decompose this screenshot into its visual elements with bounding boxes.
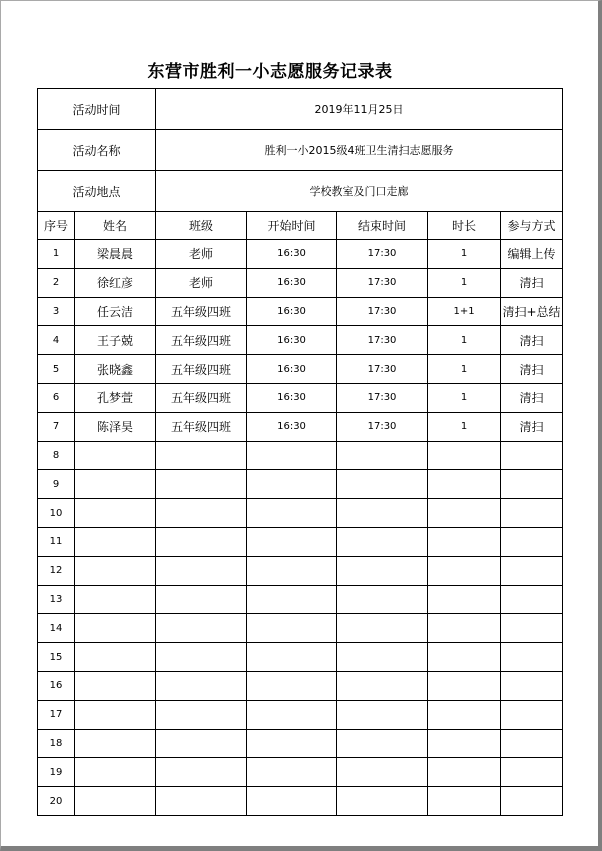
end-time-cell: 17:30 [337, 412, 428, 441]
start-time-cell [247, 470, 337, 499]
volunteer-name-cell [75, 643, 156, 672]
info-label: 活动地点 [38, 171, 156, 212]
participation-mode-cell [501, 470, 563, 499]
table-row [38, 671, 563, 700]
duration-cell [428, 729, 501, 758]
class-name-cell [156, 441, 247, 470]
participation-mode-cell [501, 758, 563, 787]
column-header: 时长 [428, 212, 501, 240]
class-name-cell: 五年级四班 [156, 297, 247, 326]
participation-mode-cell [501, 527, 563, 556]
start-time-cell [247, 700, 337, 729]
volunteer-name-cell [75, 556, 156, 585]
duration-cell: 1 [428, 383, 501, 412]
participation-mode-cell: 清扫 [501, 326, 563, 355]
class-name-cell [156, 499, 247, 528]
start-time-cell [247, 499, 337, 528]
end-time-cell [337, 527, 428, 556]
participation-mode-cell [501, 499, 563, 528]
participation-mode-cell [501, 614, 563, 643]
info-label: 活动名称 [38, 130, 156, 171]
volunteer-name-cell [75, 700, 156, 729]
table-row [38, 758, 563, 787]
end-time-cell: 17:30 [337, 355, 428, 384]
info-row-time [38, 89, 563, 130]
class-name-cell: 五年级四班 [156, 355, 247, 384]
info-value: 胜利一小2015级4班卫生清扫志愿服务 [156, 130, 563, 171]
table-row [38, 355, 563, 384]
volunteer-name-cell: 梁晨晨 [75, 240, 156, 269]
row-number-cell: 18 [38, 729, 75, 758]
start-time-cell [247, 614, 337, 643]
class-name-cell [156, 758, 247, 787]
participation-mode-cell [501, 700, 563, 729]
duration-cell [428, 585, 501, 614]
participation-mode-cell [501, 585, 563, 614]
start-time-cell: 16:30 [247, 383, 337, 412]
class-name-cell: 老师 [156, 240, 247, 269]
volunteer-name-cell [75, 499, 156, 528]
volunteer-name-cell [75, 758, 156, 787]
volunteer-name-cell [75, 671, 156, 700]
duration-cell: 1 [428, 412, 501, 441]
column-header: 姓名 [75, 212, 156, 240]
duration-cell [428, 527, 501, 556]
table-row [38, 614, 563, 643]
start-time-cell: 16:30 [247, 412, 337, 441]
start-time-cell [247, 643, 337, 672]
row-number-cell: 3 [38, 297, 75, 326]
document-title: 东营市胜利一小志愿服务记录表 [147, 62, 393, 82]
class-name-cell [156, 527, 247, 556]
duration-cell [428, 556, 501, 585]
start-time-cell [247, 758, 337, 787]
end-time-cell [337, 585, 428, 614]
participation-mode-cell [501, 671, 563, 700]
row-number-cell: 12 [38, 556, 75, 585]
duration-cell [428, 441, 501, 470]
participation-mode-cell [501, 643, 563, 672]
end-time-cell [337, 643, 428, 672]
volunteer-name-cell [75, 585, 156, 614]
table-row [38, 441, 563, 470]
class-name-cell [156, 556, 247, 585]
participation-mode-cell: 清扫 [501, 268, 563, 297]
column-header: 序号 [38, 212, 75, 240]
end-time-cell [337, 758, 428, 787]
start-time-cell: 16:30 [247, 355, 337, 384]
duration-cell [428, 787, 501, 816]
class-name-cell: 五年级四班 [156, 326, 247, 355]
row-number-cell: 15 [38, 643, 75, 672]
row-number-cell: 2 [38, 268, 75, 297]
start-time-cell [247, 729, 337, 758]
row-number-cell: 14 [38, 614, 75, 643]
duration-cell: 1 [428, 268, 501, 297]
table-row [38, 700, 563, 729]
duration-cell [428, 470, 501, 499]
volunteer-name-cell [75, 729, 156, 758]
duration-cell: 1 [428, 355, 501, 384]
class-name-cell [156, 787, 247, 816]
end-time-cell: 17:30 [337, 268, 428, 297]
end-time-cell [337, 441, 428, 470]
volunteer-name-cell: 王子兢 [75, 326, 156, 355]
duration-cell [428, 643, 501, 672]
end-time-cell [337, 700, 428, 729]
end-time-cell: 17:30 [337, 297, 428, 326]
class-name-cell [156, 585, 247, 614]
table-row [38, 240, 563, 269]
end-time-cell [337, 729, 428, 758]
end-time-cell [337, 470, 428, 499]
duration-cell: 1 [428, 240, 501, 269]
row-number-cell: 20 [38, 787, 75, 816]
info-value: 学校教室及门口走廊 [156, 171, 563, 212]
table-row [38, 470, 563, 499]
start-time-cell [247, 585, 337, 614]
row-number-cell: 11 [38, 527, 75, 556]
end-time-cell [337, 499, 428, 528]
class-name-cell: 老师 [156, 268, 247, 297]
class-name-cell: 五年级四班 [156, 412, 247, 441]
participation-mode-cell [501, 556, 563, 585]
participation-mode-cell [501, 787, 563, 816]
duration-cell [428, 758, 501, 787]
row-number-cell: 1 [38, 240, 75, 269]
duration-cell: 1 [428, 326, 501, 355]
duration-cell [428, 614, 501, 643]
row-number-cell: 10 [38, 499, 75, 528]
participation-mode-cell: 清扫 [501, 412, 563, 441]
volunteer-name-cell [75, 614, 156, 643]
end-time-cell: 17:30 [337, 240, 428, 269]
class-name-cell [156, 470, 247, 499]
participation-mode-cell: 清扫+总结 [501, 297, 563, 326]
start-time-cell: 16:30 [247, 268, 337, 297]
class-name-cell [156, 671, 247, 700]
participation-mode-cell: 编辑上传 [501, 240, 563, 269]
column-header-row [38, 212, 563, 240]
row-number-cell: 7 [38, 412, 75, 441]
volunteer-name-cell: 张晓鑫 [75, 355, 156, 384]
volunteer-name-cell [75, 441, 156, 470]
table-row [38, 556, 563, 585]
table-row [38, 383, 563, 412]
row-number-cell: 4 [38, 326, 75, 355]
table-row [38, 643, 563, 672]
column-header: 结束时间 [337, 212, 428, 240]
row-number-cell: 13 [38, 585, 75, 614]
start-time-cell [247, 556, 337, 585]
row-number-cell: 17 [38, 700, 75, 729]
duration-cell: 1+1 [428, 297, 501, 326]
start-time-cell [247, 527, 337, 556]
class-name-cell [156, 700, 247, 729]
end-time-cell [337, 556, 428, 585]
table-row [38, 326, 563, 355]
class-name-cell: 五年级四班 [156, 383, 247, 412]
column-header: 开始时间 [247, 212, 337, 240]
participation-mode-cell: 清扫 [501, 355, 563, 384]
table-row [38, 499, 563, 528]
start-time-cell: 16:30 [247, 326, 337, 355]
duration-cell [428, 671, 501, 700]
table-row [38, 297, 563, 326]
end-time-cell [337, 787, 428, 816]
volunteer-name-cell [75, 527, 156, 556]
volunteer-name-cell [75, 787, 156, 816]
column-header: 参与方式 [501, 212, 563, 240]
table-row [38, 729, 563, 758]
table-row [38, 585, 563, 614]
record-table [37, 88, 563, 816]
duration-cell [428, 499, 501, 528]
end-time-cell: 17:30 [337, 326, 428, 355]
start-time-cell: 16:30 [247, 297, 337, 326]
row-number-cell: 6 [38, 383, 75, 412]
class-name-cell [156, 729, 247, 758]
volunteer-name-cell: 任云洁 [75, 297, 156, 326]
row-number-cell: 8 [38, 441, 75, 470]
end-time-cell [337, 614, 428, 643]
info-value: 2019年11月25日 [156, 89, 563, 130]
volunteer-name-cell: 徐红彦 [75, 268, 156, 297]
class-name-cell [156, 614, 247, 643]
row-number-cell: 9 [38, 470, 75, 499]
row-number-cell: 5 [38, 355, 75, 384]
start-time-cell [247, 787, 337, 816]
end-time-cell: 17:30 [337, 383, 428, 412]
row-number-cell: 19 [38, 758, 75, 787]
info-row-name [38, 130, 563, 171]
volunteer-name-cell: 孔梦萱 [75, 383, 156, 412]
table-row [38, 787, 563, 816]
participation-mode-cell [501, 441, 563, 470]
start-time-cell [247, 441, 337, 470]
class-name-cell [156, 643, 247, 672]
column-header: 班级 [156, 212, 247, 240]
start-time-cell: 16:30 [247, 240, 337, 269]
table-row [38, 412, 563, 441]
duration-cell [428, 700, 501, 729]
table-row [38, 268, 563, 297]
info-label: 活动时间 [38, 89, 156, 130]
info-row-location [38, 171, 563, 212]
volunteer-name-cell: 陈泽昊 [75, 412, 156, 441]
table-row [38, 527, 563, 556]
start-time-cell [247, 671, 337, 700]
volunteer-name-cell [75, 470, 156, 499]
participation-mode-cell [501, 729, 563, 758]
participation-mode-cell: 清扫 [501, 383, 563, 412]
end-time-cell [337, 671, 428, 700]
row-number-cell: 16 [38, 671, 75, 700]
